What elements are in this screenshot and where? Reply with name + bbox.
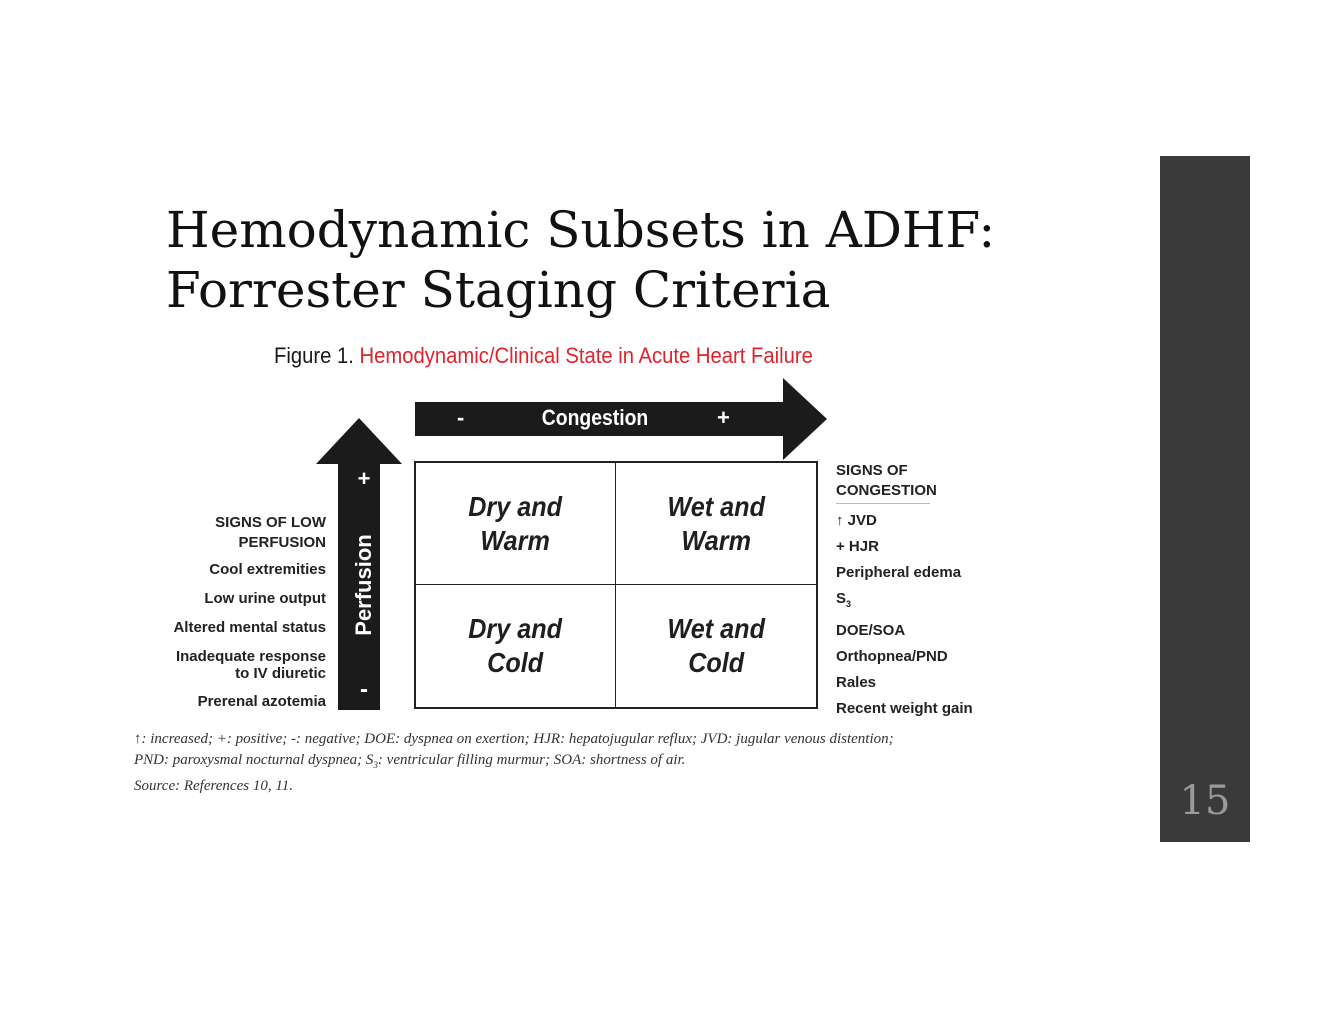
slide-title-line-2: Forrester Staging Criteria bbox=[166, 261, 831, 319]
congestion-sign-item: Orthopnea/PND bbox=[836, 648, 948, 665]
s3-letter: S bbox=[836, 590, 847, 607]
figure-caption bbox=[274, 343, 813, 369]
low-perfusion-item: Low urine output bbox=[204, 590, 326, 607]
quadrant-dry-cold bbox=[416, 585, 616, 707]
quadrant-dry-warm-line-1: Dry and bbox=[468, 490, 563, 522]
quadrant-wet-warm-line-2: Warm bbox=[681, 524, 751, 556]
low-perfusion-header-line-1: SIGNS OF LOW bbox=[215, 514, 326, 531]
quadrant-dry-warm-line-2: Warm bbox=[480, 524, 551, 556]
low-perfusion-item: Prerenal azotemia bbox=[197, 693, 326, 710]
figure-caption-prefix: Figure 1. bbox=[274, 343, 354, 368]
quadrant-wet-warm-line-1: Wet and bbox=[667, 490, 765, 522]
quadrant-wet-warm bbox=[616, 463, 816, 585]
footnote-line-2b: : ventricular filling murmur; SOA: shortness of air. bbox=[377, 752, 686, 768]
congestion-text: Congestion bbox=[541, 405, 649, 430]
footnote-line-2 bbox=[134, 750, 1014, 776]
congestion-signs-list bbox=[836, 461, 1026, 718]
congestion-axis-label bbox=[415, 402, 745, 434]
low-perfusion-header-line-2: PERFUSION bbox=[238, 534, 326, 551]
perfusion-minus: - bbox=[360, 676, 368, 703]
footnote-line-1: ↑: increased; +: positive; -: negative; DOE: dyspnea on exertion; HJR: hepatojugular reflux; JVD: jugular venous distention; bbox=[134, 731, 894, 747]
congestion-plus: + bbox=[717, 405, 730, 430]
quadrant-wet-cold bbox=[616, 585, 816, 707]
congestion-minus: - bbox=[457, 405, 465, 430]
low-perfusion-item-part: to IV diuretic bbox=[235, 665, 326, 682]
footnote-source: Source: References 10, 11. bbox=[134, 778, 293, 794]
quadrant-dry-warm bbox=[416, 463, 616, 585]
congestion-signs-header-line-1: SIGNS OF bbox=[836, 462, 908, 479]
low-perfusion-signs-list bbox=[173, 513, 326, 711]
perfusion-text: Perfusion bbox=[351, 534, 376, 636]
congestion-sign-item: Peripheral edema bbox=[836, 564, 962, 581]
low-perfusion-item: Cool extremities bbox=[209, 561, 326, 578]
perfusion-plus: + bbox=[357, 466, 371, 491]
footnote-line-2a: PND: paroxysmal nocturnal dyspnea; S bbox=[134, 752, 374, 768]
quadrant-dry-cold-line-2: Cold bbox=[487, 647, 544, 678]
congestion-signs-header bbox=[836, 461, 937, 504]
forrester-quadrant-grid bbox=[414, 461, 818, 709]
low-perfusion-item-part: Inadequate response bbox=[175, 648, 326, 665]
congestion-sign-item: DOE/SOA bbox=[836, 622, 906, 639]
s3-subscript: 3 bbox=[846, 599, 852, 609]
slide-side-bar bbox=[1160, 156, 1250, 842]
congestion-sign-item: + HJR bbox=[836, 538, 879, 555]
congestion-sign-item bbox=[836, 589, 1026, 614]
congestion-sign-item: Recent weight gain bbox=[836, 700, 973, 717]
figure-footnote bbox=[134, 729, 1014, 797]
congestion-sign-item: Rales bbox=[836, 674, 877, 691]
low-perfusion-item bbox=[173, 648, 326, 682]
page-number: 15 bbox=[1179, 778, 1231, 824]
quadrant-dry-cold-line-1: Dry and bbox=[468, 613, 563, 644]
quadrant-wet-cold-line-1: Wet and bbox=[667, 613, 765, 644]
slide-title bbox=[166, 200, 1126, 320]
figure-caption-title: Hemodynamic/Clinical State in Acute Heart Failure bbox=[359, 343, 813, 368]
congestion-sign-item: ↑ JVD bbox=[836, 512, 877, 529]
quadrant-wet-cold-line-2: Cold bbox=[687, 647, 744, 678]
footnote-line-2-subscript: 3 bbox=[373, 760, 378, 770]
slide-title-line-1: Hemodynamic Subsets in ADHF: bbox=[166, 201, 996, 259]
congestion-signs-header-line-2: CONGESTION bbox=[836, 482, 937, 499]
low-perfusion-item: Altered mental status bbox=[173, 619, 326, 636]
